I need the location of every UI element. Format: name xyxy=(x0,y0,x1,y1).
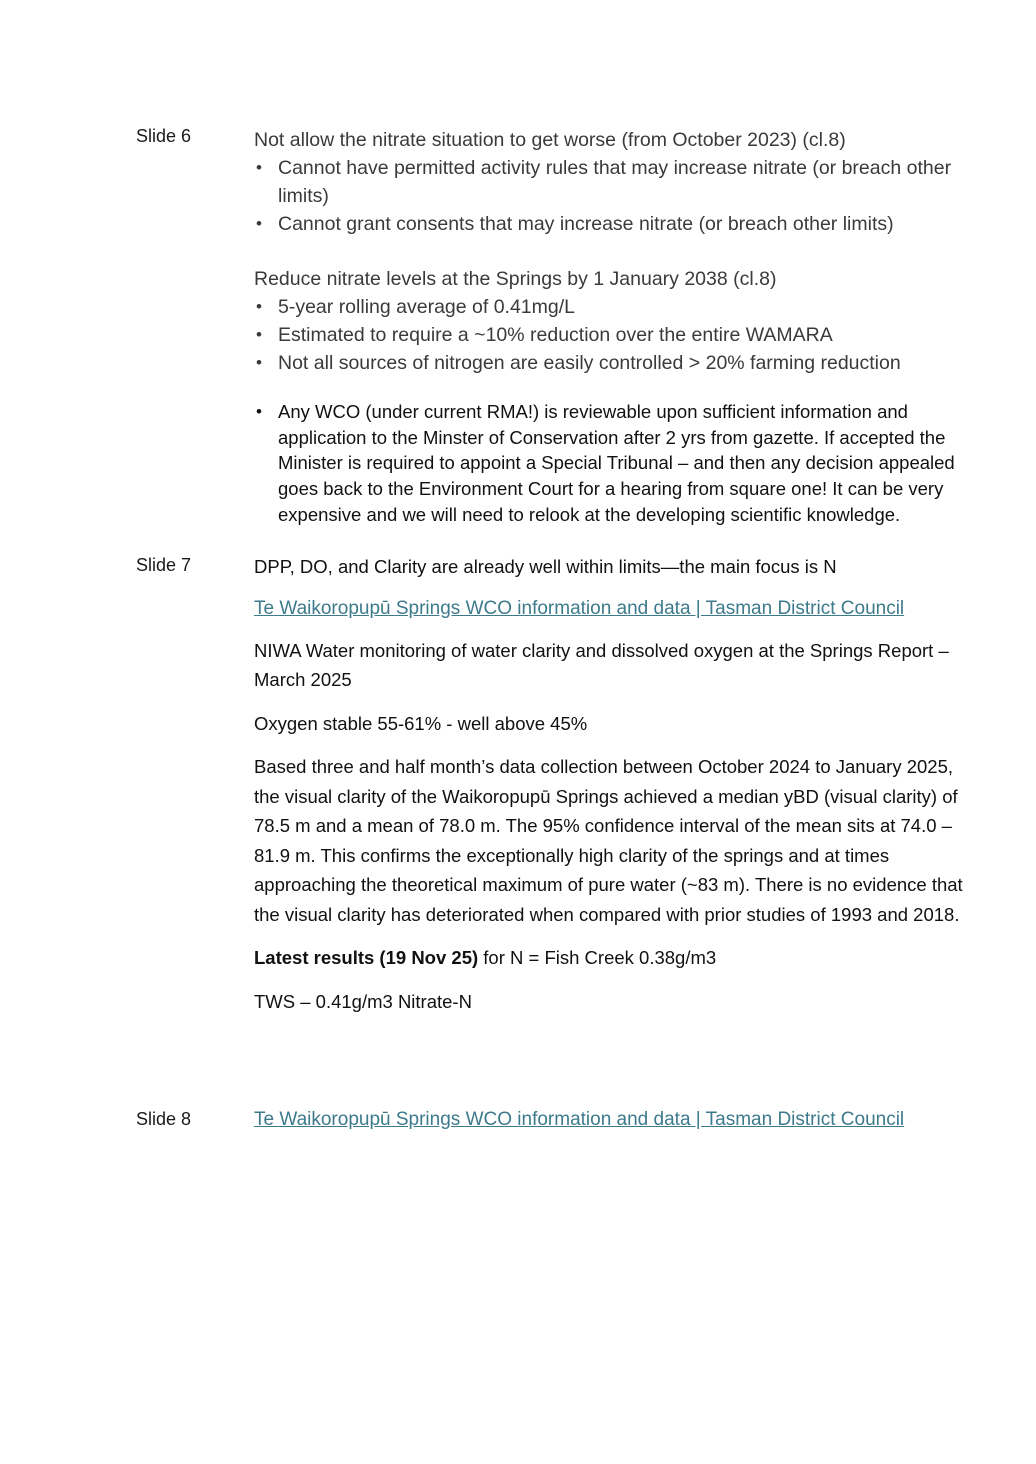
slide-8-content xyxy=(254,1106,964,1134)
slide-6-content xyxy=(254,126,964,528)
niwa-report-text: NIWA Water monitoring of water clarity and dissolved oxygen at the Springs Report – March 2025 xyxy=(254,639,949,690)
slide-6-heading-2: Reduce nitrate levels at the Springs by 1 January 2038 (cl.8) xyxy=(254,268,777,290)
list-item: • Cannot have permitted activity rules that may increase nitrate (or breach other limits) xyxy=(254,154,964,210)
list-item: • Any WCO (under current RMA!) is reviewable upon sufficient information and application to the Minster of Conservation after 2 yrs from gazette. If accepted the Minister is required to appoint a Special Tribunal – and then any decision appealed goes back to the Environment Court for a hearing from square one! It can be very expensive and we will need to relook at the developing scientific knowledge. xyxy=(254,399,964,528)
tdc-wco-link[interactable]: Te Waikoropupū Springs WCO information and data | Tasman District Council xyxy=(254,597,905,619)
slide-7-content xyxy=(254,552,964,1016)
slide-7-intro: DPP, DO, and Clarity are already well within limits—the main focus is N xyxy=(254,556,837,577)
list-item: • Not all sources of nitrogen are easily controlled > 20% farming reduction xyxy=(254,349,964,377)
list-item: • 5-year rolling average of 0.41mg/L xyxy=(254,293,964,321)
list-item: • Cannot grant consents that may increase nitrate (or breach other limits) xyxy=(254,210,964,238)
slide-6-heading-1: Not allow the nitrate situation to get worse (from October 2023) (cl.8) xyxy=(254,129,846,151)
latest-results-bold: Latest results (19 Nov 25) xyxy=(254,947,479,968)
list-item: • Estimated to require a ~10% reduction over the entire WAMARA xyxy=(254,321,964,349)
slide-7-label: Slide 7 xyxy=(136,555,192,575)
tdc-wco-link-slide-8[interactable]: Te Waikoropupū Springs WCO information and data | Tasman District Council xyxy=(254,1109,905,1130)
slide-6-bullets-1 xyxy=(254,154,964,238)
clarity-paragraph: Based three and half month’s data collection between October 2024 to January 2025, the visual clarity of the Waikoropupū Springs achieved a median yBD (visual clarity) of 78.5 m and a mean of 78.0 m. The 95% confidence interval of the mean sits at 74.0 – 81.9 m. This confirms the exceptionally high clarity of the springs and at times approaching the theoretical maximum of pure water (~83 m). There is no evidence that the visual clarity has deteriorated when compared with prior studies of 1993 and 2018. xyxy=(254,756,963,925)
latest-results-rest: for N = Fish Creek 0.38g/m3 xyxy=(478,947,717,968)
oxygen-text: Oxygen stable 55-61% - well above 45% xyxy=(254,712,588,734)
latest-results-text xyxy=(254,943,964,973)
slide-8-label: Slide 8 xyxy=(136,1109,192,1129)
tws-text: TWS – 0.41g/m3 Nitrate-N xyxy=(254,990,472,1012)
slide-6-bullets-2 xyxy=(254,293,964,377)
slide-6-bullets-3 xyxy=(254,399,964,528)
slide-6-label: Slide 6 xyxy=(136,126,192,146)
